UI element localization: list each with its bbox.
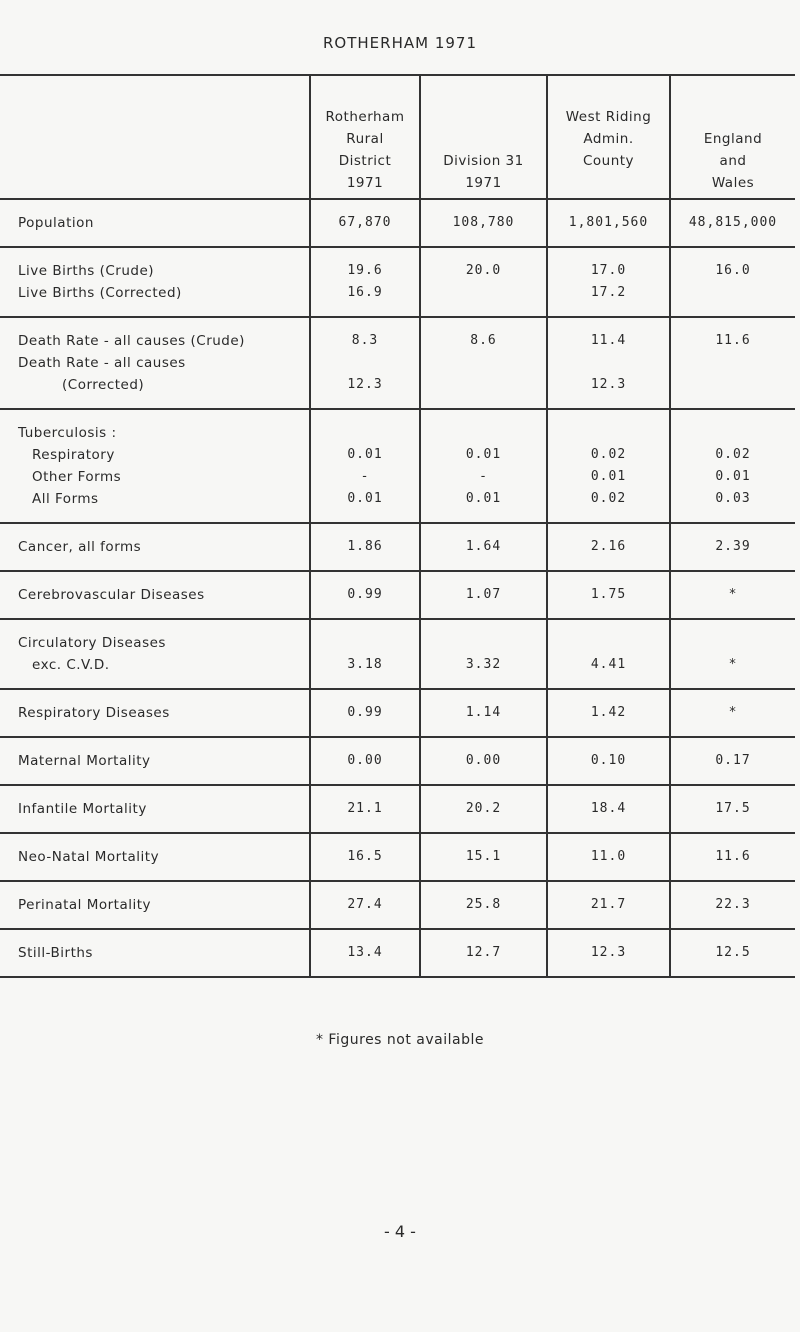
- value-line: 12.5: [715, 945, 751, 960]
- table-row: [0, 199, 795, 247]
- value-cell: [547, 737, 670, 785]
- value-cell: [420, 785, 547, 833]
- header-blank: [0, 75, 310, 199]
- value-line: 11.4: [590, 333, 627, 348]
- value-line: 8.3: [351, 333, 379, 348]
- value-line: 16.9: [347, 285, 383, 300]
- row-label-line: Cerebrovascular Diseases: [18, 587, 205, 603]
- value-line: 2.39: [715, 539, 751, 554]
- value-line: [548, 422, 669, 444]
- row-label-line: Cancer, all forms: [18, 539, 142, 555]
- value-line: 22.3: [715, 897, 751, 912]
- value-line: 1.07: [465, 587, 502, 602]
- row-label-line: Live Births (Corrected): [18, 285, 182, 301]
- value-line: 0.10: [590, 753, 627, 768]
- value-cell: [670, 317, 795, 409]
- value-line: 0.17: [715, 753, 751, 768]
- value-line: 20.2: [465, 801, 502, 816]
- value-line: 16.5: [347, 849, 383, 864]
- table-row: [0, 689, 795, 737]
- value-line: [671, 422, 795, 444]
- value-cell: [670, 689, 795, 737]
- value-line: *: [728, 657, 738, 672]
- row-label-line: exc. C.V.D.: [32, 657, 110, 673]
- value-cell: [420, 199, 547, 247]
- row-label-line: Still-Births: [18, 945, 93, 961]
- value-line: 11.0: [590, 849, 627, 864]
- value-cell: [420, 737, 547, 785]
- value-line: [671, 282, 795, 304]
- row-label-line: Circulatory Diseases: [18, 635, 166, 651]
- value-line: -: [479, 469, 488, 484]
- row-label-line: Death Rate - all causes: [18, 355, 186, 371]
- value-cell: [670, 571, 795, 619]
- value-cell: [310, 317, 420, 409]
- page-number: - 4 -: [384, 1222, 416, 1241]
- value-cell: [420, 833, 547, 881]
- value-cell: [547, 571, 670, 619]
- value-line: *: [728, 705, 738, 720]
- value-cell: [420, 247, 547, 317]
- column-header-england-wales: England and Wales: [670, 75, 795, 199]
- row-label: [0, 317, 310, 409]
- value-cell: [547, 409, 670, 523]
- value-line: 1.42: [590, 705, 627, 720]
- value-line: [311, 352, 419, 374]
- value-line: 17.5: [715, 801, 751, 816]
- row-label-line: Other Forms: [32, 469, 122, 485]
- value-line: 0.00: [465, 753, 502, 768]
- value-line: 3.18: [347, 657, 383, 672]
- value-line: [421, 352, 546, 374]
- row-label: [0, 833, 310, 881]
- value-line: 18.4: [590, 801, 627, 816]
- value-line: 15.1: [465, 849, 502, 864]
- value-line: 0.03: [715, 491, 751, 506]
- value-cell: [670, 247, 795, 317]
- value-line: 3.32: [465, 657, 502, 672]
- row-label-line: Perinatal Mortality: [18, 897, 152, 913]
- value-line: 27.4: [347, 897, 383, 912]
- value-line: [311, 422, 419, 444]
- vital-statistics-table: [0, 74, 795, 978]
- value-line: 8.6: [470, 333, 497, 348]
- row-label: [0, 571, 310, 619]
- row-label: [0, 523, 310, 571]
- value-line: 48,815,000: [688, 215, 778, 230]
- value-cell: [547, 317, 670, 409]
- row-label-line: Neo-Natal Mortality: [18, 849, 160, 865]
- value-line: 0.00: [347, 753, 383, 768]
- value-line: [421, 632, 546, 654]
- value-cell: [310, 881, 420, 929]
- table-row: [0, 881, 795, 929]
- value-cell: [547, 199, 670, 247]
- row-label-line: (Corrected): [62, 377, 145, 393]
- value-line: 12.3: [590, 377, 627, 392]
- value-cell: [670, 881, 795, 929]
- value-cell: [310, 409, 420, 523]
- header-row: [0, 75, 795, 199]
- row-label: [0, 199, 310, 247]
- value-cell: [310, 571, 420, 619]
- value-line: 1,801,560: [568, 215, 649, 230]
- value-line: 0.02: [590, 447, 627, 462]
- value-cell: [420, 409, 547, 523]
- value-cell: [420, 571, 547, 619]
- value-cell: [547, 785, 670, 833]
- value-line: 21.1: [347, 801, 383, 816]
- table-row: [0, 523, 795, 571]
- row-label: [0, 737, 310, 785]
- table-row: [0, 409, 795, 523]
- value-line: [421, 282, 546, 304]
- table-row: [0, 929, 795, 977]
- row-label: [0, 247, 310, 317]
- row-label-line: Maternal Mortality: [18, 753, 151, 769]
- value-cell: [547, 247, 670, 317]
- value-cell: [670, 737, 795, 785]
- row-label-line: Infantile Mortality: [18, 801, 147, 817]
- value-line: 20.0: [465, 263, 502, 278]
- row-label: [0, 881, 310, 929]
- row-label-line: Tuberculosis :: [18, 425, 117, 441]
- column-header-division: Division 31 1971: [420, 75, 547, 199]
- value-line: 19.6: [347, 263, 383, 278]
- value-line: 13.4: [347, 945, 383, 960]
- value-cell: [547, 689, 670, 737]
- value-line: 12.7: [465, 945, 502, 960]
- value-line: 11.6: [715, 849, 751, 864]
- value-line: 12.3: [347, 377, 383, 392]
- table-row: [0, 833, 795, 881]
- value-line: 1.14: [465, 705, 502, 720]
- value-line: 21.7: [590, 897, 627, 912]
- value-line: 0.01: [715, 469, 751, 484]
- value-line: *: [728, 587, 738, 602]
- column-header-rotherham: Rotherham Rural District 1971: [310, 75, 420, 199]
- row-label: [0, 689, 310, 737]
- table-row: [0, 317, 795, 409]
- value-line: 0.99: [347, 705, 383, 720]
- value-line: 0.01: [347, 491, 383, 506]
- value-line: 1.64: [465, 539, 502, 554]
- value-line: 0.99: [347, 587, 383, 602]
- value-cell: [670, 409, 795, 523]
- table-row: [0, 571, 795, 619]
- value-cell: [420, 689, 547, 737]
- row-label-line: Death Rate - all causes (Crude): [18, 333, 245, 349]
- value-line: [548, 352, 669, 374]
- table-row: [0, 737, 795, 785]
- value-cell: [670, 523, 795, 571]
- value-cell: [547, 833, 670, 881]
- value-line: 0.01: [465, 447, 502, 462]
- value-line: [548, 632, 669, 654]
- value-line: 0.02: [590, 491, 627, 506]
- value-cell: [310, 199, 420, 247]
- value-cell: [310, 689, 420, 737]
- row-label-line: All Forms: [32, 491, 99, 507]
- value-line: 0.01: [465, 491, 502, 506]
- value-cell: [420, 929, 547, 977]
- table-row: [0, 785, 795, 833]
- value-line: 1.86: [347, 539, 383, 554]
- value-line: 17.0: [590, 263, 627, 278]
- value-cell: [310, 619, 420, 689]
- value-cell: [310, 523, 420, 571]
- row-label: [0, 785, 310, 833]
- value-line: [671, 374, 795, 396]
- value-line: 4.41: [590, 657, 627, 672]
- value-line: [421, 422, 546, 444]
- value-cell: [547, 929, 670, 977]
- value-line: 25.8: [465, 897, 502, 912]
- page-title: ROTHERHAM 1971: [323, 34, 477, 52]
- value-line: [311, 632, 419, 654]
- value-cell: [310, 737, 420, 785]
- value-cell: [547, 523, 670, 571]
- value-cell: [420, 317, 547, 409]
- value-cell: [420, 619, 547, 689]
- value-cell: [547, 881, 670, 929]
- row-label-line: Live Births (Crude): [18, 263, 155, 279]
- table-row: [0, 247, 795, 317]
- value-line: 0.02: [715, 447, 751, 462]
- value-line: [671, 352, 795, 374]
- row-label-line: Population: [18, 215, 94, 231]
- row-label-line: Respiratory: [32, 447, 115, 463]
- value-cell: [420, 881, 547, 929]
- value-line: 1.75: [590, 587, 627, 602]
- value-line: -: [360, 469, 370, 484]
- value-line: 16.0: [715, 263, 751, 278]
- value-cell: [310, 833, 420, 881]
- value-line: [671, 632, 795, 654]
- value-line: 0.01: [347, 447, 383, 462]
- value-line: 2.16: [590, 539, 627, 554]
- value-line: 17.2: [590, 285, 627, 300]
- value-cell: [310, 247, 420, 317]
- column-header-west-riding: West Riding Admin. County: [547, 75, 670, 199]
- value-cell: [670, 785, 795, 833]
- footnote: * Figures not available: [315, 1032, 484, 1048]
- value-line: 0.01: [590, 469, 627, 484]
- row-label: [0, 619, 310, 689]
- value-cell: [420, 523, 547, 571]
- value-cell: [670, 833, 795, 881]
- value-cell: [670, 619, 795, 689]
- value-cell: [547, 619, 670, 689]
- row-label: [0, 409, 310, 523]
- table-row: [0, 619, 795, 689]
- value-cell: [670, 929, 795, 977]
- value-cell: [310, 929, 420, 977]
- value-line: 12.3: [590, 945, 627, 960]
- value-line: [421, 374, 546, 396]
- value-line: 11.6: [715, 333, 751, 348]
- row-label-line: Respiratory Diseases: [18, 705, 170, 721]
- row-label: [0, 929, 310, 977]
- value-line: 108,780: [452, 215, 515, 230]
- value-line: 67,870: [338, 215, 392, 230]
- value-cell: [310, 785, 420, 833]
- value-cell: [670, 199, 795, 247]
